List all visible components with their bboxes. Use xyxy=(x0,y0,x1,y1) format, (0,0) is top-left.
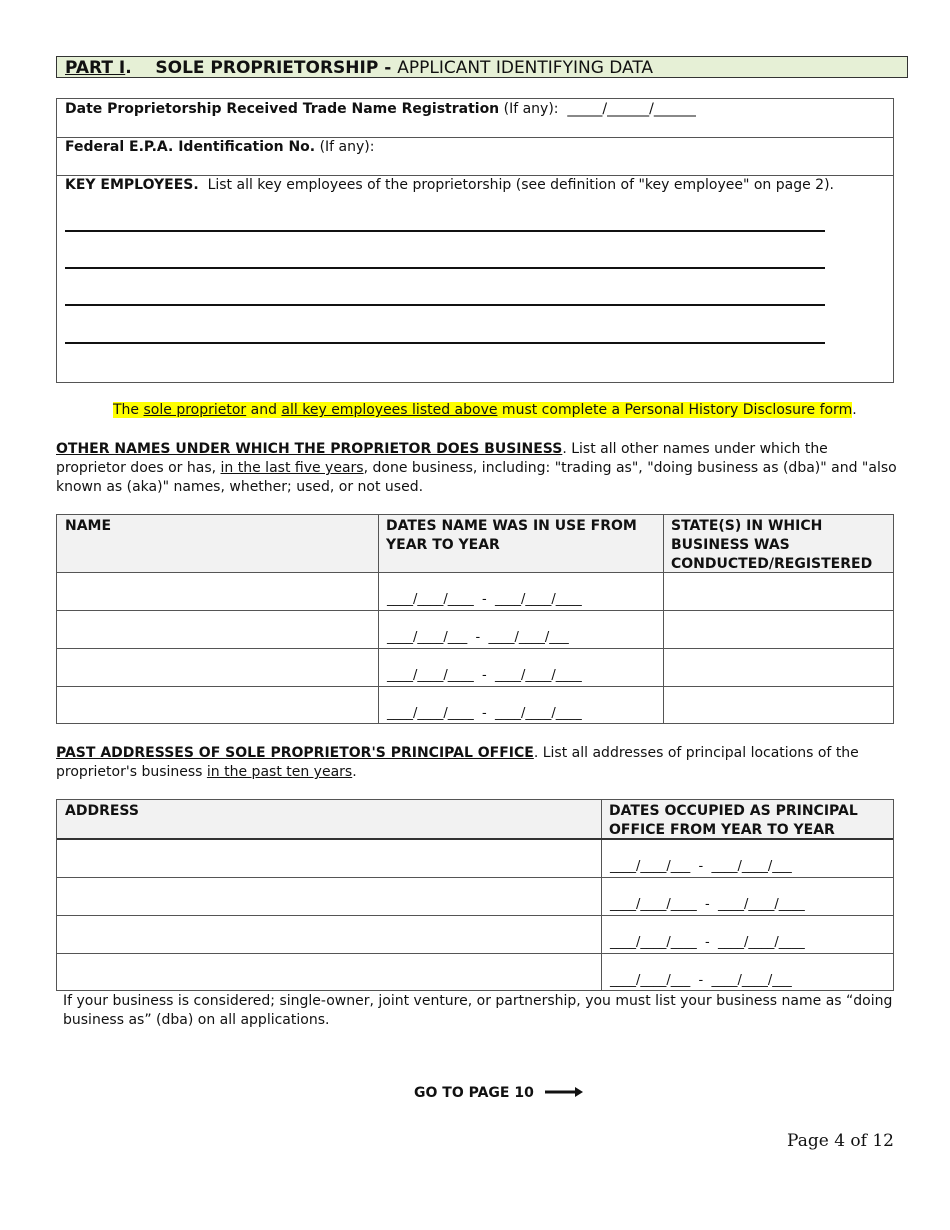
other-names-intro xyxy=(56,440,897,497)
arrow-right-icon xyxy=(545,1085,583,1101)
past-addresses-text: . xyxy=(352,764,357,780)
past-addresses-intro xyxy=(56,744,859,782)
trade-name-date-field[interactable]: _____/______/______ xyxy=(567,101,696,117)
other-names-text: known as (aka)" names, whether; used, or not used. xyxy=(56,479,424,495)
epa-label: Federal E.P.A. Identification No. xyxy=(65,139,316,155)
past-addresses-text: . List all addresses of principal locations of the xyxy=(533,745,859,761)
key-employees-label: KEY EMPLOYEES. xyxy=(65,177,199,193)
trade-name-suffix: (If any): xyxy=(503,101,559,117)
phd-notice xyxy=(113,402,857,418)
key-employee-line[interactable] xyxy=(65,342,825,344)
other-names-text: proprietor does or has, xyxy=(56,460,221,476)
part-header: PART I. SOLE PROPRIETORSHIP - APPLICANT IDENTIFYING DATA xyxy=(56,56,908,78)
key-employee-line[interactable] xyxy=(65,267,825,269)
dates-field[interactable]: ____/____/____ - ____/____/____ xyxy=(610,935,805,950)
part-title: SOLE PROPRIETORSHIP - xyxy=(155,58,398,78)
epa-row xyxy=(65,139,374,155)
notice-sole-proprietor: sole proprietor xyxy=(143,402,247,418)
notice-period: . xyxy=(852,402,857,418)
dates-field[interactable]: ____/____/___ - ____/____/___ xyxy=(387,630,569,645)
key-employee-line[interactable] xyxy=(65,230,825,232)
trade-name-row xyxy=(65,101,696,117)
dba-note-line: business as” (dba) on all applications. xyxy=(63,1012,330,1028)
epa-suffix: (If any): xyxy=(319,139,375,155)
notice-text: The xyxy=(113,402,144,418)
other-names-table xyxy=(56,514,894,724)
page-number: Page 4 of 12 xyxy=(787,1131,894,1151)
applicant-info-box xyxy=(56,98,894,383)
dba-note-line: If your business is considered; single-owner, joint venture, or partnership, you must list your business name as “doing xyxy=(63,993,893,1009)
other-names-text: , done business, including: "trading as", "doing business as (dba)" and "also xyxy=(363,460,897,476)
key-employees-text: List all key employees of the proprietorship (see definition of "key employee" on page 2). xyxy=(207,177,834,193)
dates-field[interactable]: ____/____/____ - ____/____/____ xyxy=(387,668,582,683)
past-addresses-heading: PAST ADDRESSES OF SOLE PROPRIETOR'S PRINCIPAL OFFICE xyxy=(56,745,534,761)
notice-key-employees: all key employees listed above xyxy=(281,402,498,418)
part-label: PART I xyxy=(65,58,126,78)
notice-text: must complete a Personal History Disclosure form xyxy=(497,402,853,418)
go-to-page-link[interactable] xyxy=(414,1085,583,1101)
column-header-name: NAME xyxy=(57,515,378,572)
column-header-dates: DATES NAME WAS IN USE FROM YEAR TO YEAR xyxy=(378,515,663,572)
other-names-text: . List all other names under which the xyxy=(562,441,828,457)
column-header-states: STATE(S) IN WHICH BUSINESS WAS CONDUCTED/REGISTERED xyxy=(663,515,893,572)
other-names-period: in the last five years xyxy=(220,460,364,476)
past-addresses-text: proprietor's business xyxy=(56,764,207,780)
column-header-address: ADDRESS xyxy=(57,800,601,838)
past-addresses-table xyxy=(56,799,894,991)
notice-text: and xyxy=(246,402,282,418)
trade-name-label: Date Proprietorship Received Trade Name Registration xyxy=(65,101,500,117)
dates-field[interactable]: ____/____/___ - ____/____/___ xyxy=(610,859,792,874)
dates-field[interactable]: ____/____/____ - ____/____/____ xyxy=(610,897,805,912)
dates-field[interactable]: ____/____/____ - ____/____/____ xyxy=(387,592,582,607)
key-employee-line[interactable] xyxy=(65,304,825,306)
go-to-page-label: GO TO PAGE 10 xyxy=(414,1085,534,1101)
part-subtitle: APPLICANT IDENTIFYING DATA xyxy=(397,58,654,78)
dates-field[interactable]: ____/____/____ - ____/____/____ xyxy=(387,706,582,721)
other-names-heading: OTHER NAMES UNDER WHICH THE PROPRIETOR DOES BUSINESS xyxy=(56,441,563,457)
dba-note xyxy=(63,992,892,1030)
column-header-dates-occupied: DATES OCCUPIED AS PRINCIPAL OFFICE FROM YEAR TO YEAR xyxy=(601,800,893,838)
key-employees-row xyxy=(65,177,834,193)
past-addresses-period: in the past ten years xyxy=(206,764,353,780)
dates-field[interactable]: ____/____/___ - ____/____/___ xyxy=(610,973,792,988)
